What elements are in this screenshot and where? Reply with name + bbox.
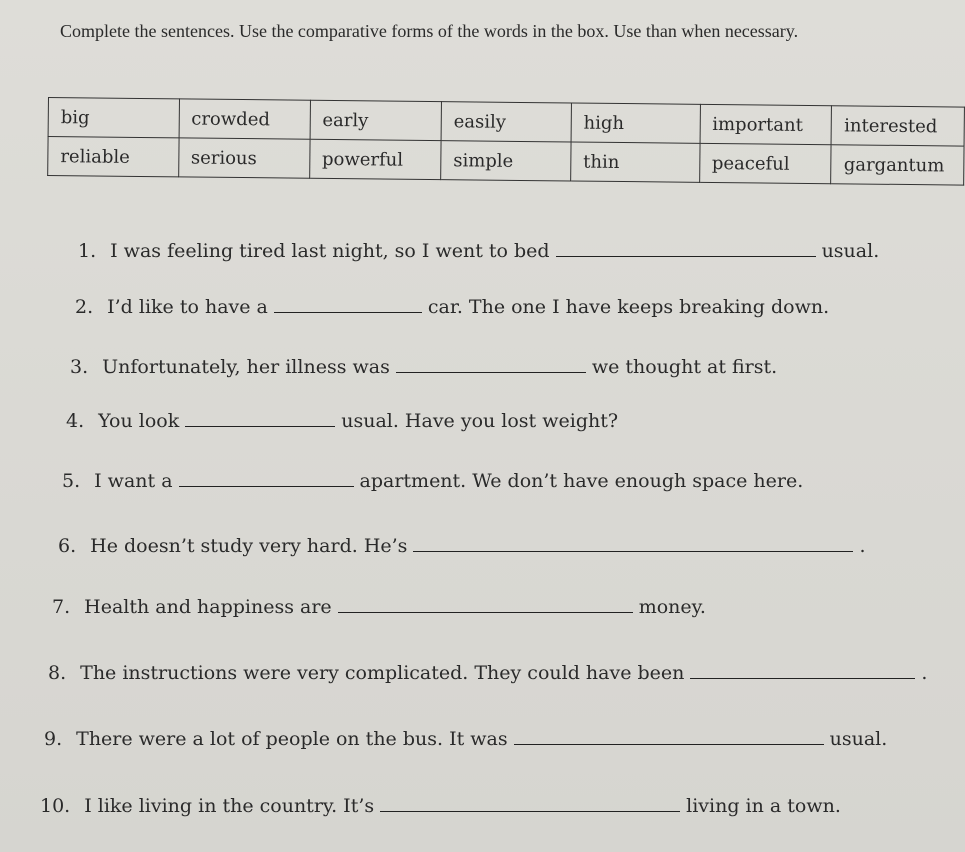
answer-blank[interactable]	[185, 412, 335, 427]
word-cell: important	[700, 104, 832, 144]
word-cell: peaceful	[699, 143, 831, 183]
word-cell: gargantum	[831, 145, 964, 185]
sentence-2	[75, 296, 829, 318]
instruction-text: Complete the sentences. Use the comparative forms of the words in the box. Use than when necessary.	[60, 21, 799, 41]
sentence-number: 5.	[62, 470, 81, 492]
sentence-number: 6.	[58, 535, 77, 557]
sentence-text-after: usual.	[829, 728, 888, 750]
sentence-6	[58, 535, 865, 557]
sentence-text-after: .	[859, 535, 866, 557]
answer-blank[interactable]	[556, 242, 816, 257]
word-box	[47, 97, 965, 186]
sentence-number: 9.	[44, 728, 63, 750]
answer-blank[interactable]	[338, 598, 633, 613]
sentence-number: 10.	[40, 795, 71, 817]
sentence-text-before: Health and happiness are	[84, 596, 332, 618]
word-cell: early	[310, 100, 442, 140]
sentence-3	[70, 356, 777, 378]
sentence-text-before: You look	[98, 410, 180, 432]
word-cell: easily	[441, 102, 571, 142]
word-cell: interested	[831, 106, 964, 146]
answer-blank[interactable]	[396, 358, 586, 373]
word-cell: high	[571, 103, 700, 143]
sentence-9	[44, 728, 887, 750]
sentence-text-after: usual. Have you lost weight?	[341, 410, 619, 432]
word-cell: thin	[571, 142, 700, 182]
sentence-number: 1.	[78, 240, 97, 262]
sentence-text-before: I’d like to have a	[107, 296, 268, 318]
sentence-1	[78, 240, 879, 262]
word-cell: simple	[441, 141, 571, 181]
sentence-text-after: money.	[638, 596, 706, 618]
word-cell: crowded	[179, 99, 311, 139]
answer-blank[interactable]	[413, 537, 853, 552]
sentence-text-after: we thought at first.	[591, 356, 778, 378]
word-cell: powerful	[309, 139, 441, 179]
answer-blank[interactable]	[274, 298, 422, 313]
answer-blank[interactable]	[514, 730, 824, 745]
sentence-5	[62, 470, 803, 492]
sentence-text-before: I like living in the country. It’s	[84, 795, 375, 817]
sentence-text-before: He doesn’t study very hard. He’s	[90, 535, 408, 557]
sentence-text-after: usual.	[821, 240, 880, 262]
sentence-text-after: car. The one I have keeps breaking down.	[427, 296, 830, 318]
sentence-number: 8.	[48, 662, 67, 684]
sentence-text-before: The instructions were very complicated. They could have been	[80, 662, 685, 684]
answer-blank[interactable]	[690, 664, 915, 679]
sentence-8	[48, 662, 927, 684]
word-cell: big	[48, 98, 179, 138]
sentence-text-before: I was feeling tired last night, so I went to bed	[110, 240, 550, 262]
sentence-10	[40, 795, 841, 817]
sentence-number: 4.	[66, 410, 85, 432]
sentence-7	[52, 596, 706, 618]
answer-blank[interactable]	[380, 797, 680, 812]
word-cell: reliable	[48, 137, 179, 177]
sentence-number: 7.	[52, 596, 71, 618]
sentence-number: 2.	[75, 296, 94, 318]
sentence-text-after: living in a town.	[686, 795, 841, 817]
sentence-text-before: Unfortunately, her illness was	[102, 356, 390, 378]
sentence-text-before: There were a lot of people on the bus. It was	[76, 728, 508, 750]
answer-blank[interactable]	[179, 472, 354, 487]
sentence-text-after: apartment. We don’t have enough space here.	[359, 470, 804, 492]
word-box-row	[48, 137, 964, 186]
sentence-text-before: I want a	[94, 470, 173, 492]
sentence-number: 3.	[70, 356, 89, 378]
sentence-text-after: .	[921, 662, 928, 684]
word-cell: serious	[178, 138, 310, 178]
sentence-4	[66, 410, 618, 432]
